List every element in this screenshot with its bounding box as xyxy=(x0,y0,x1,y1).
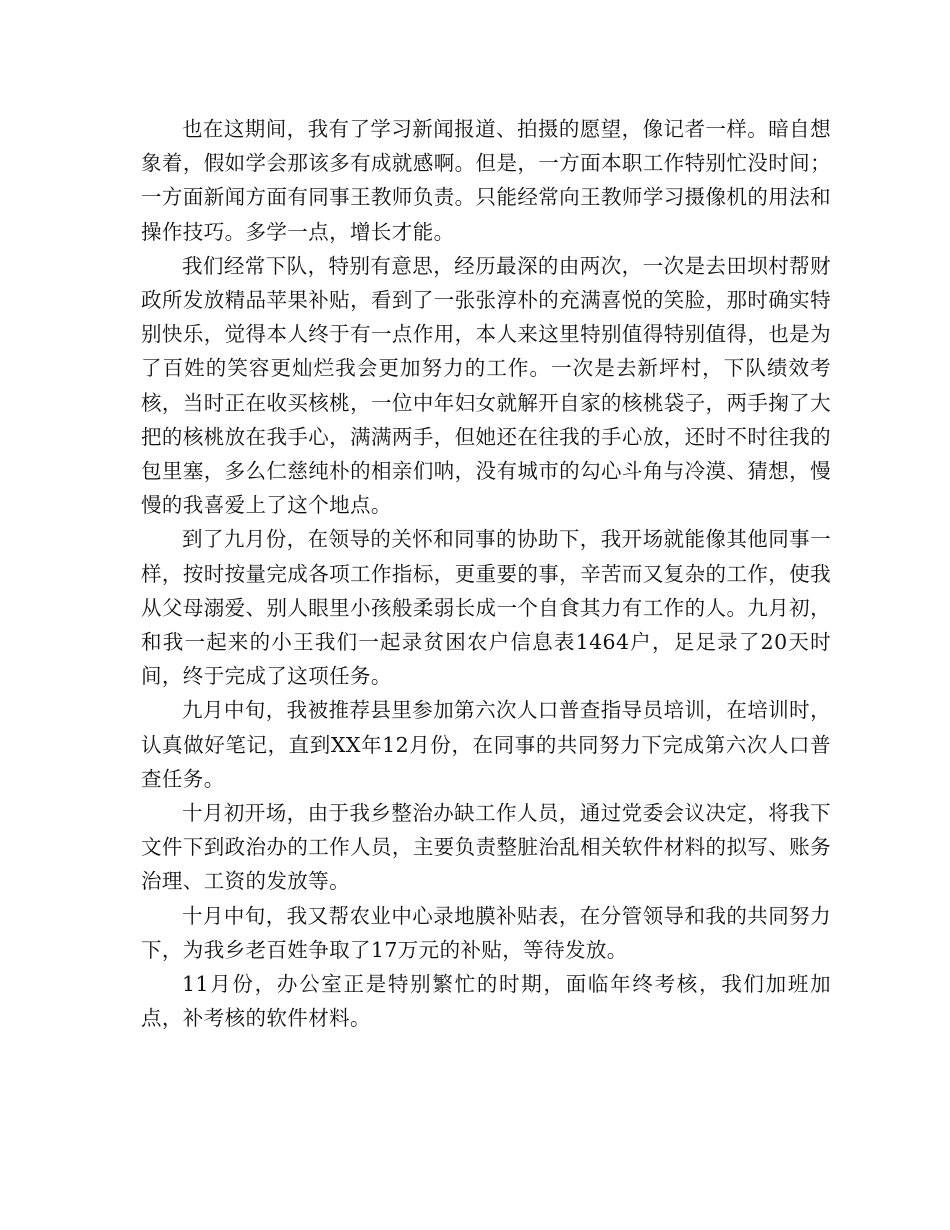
paragraph-4: 九月中旬，我被推荐县里参加第六次人口普查指导员培训，在培训时，认真做好笔记，直到XX年12月份，在同事的共同努力下完成第六次人口普查任务。 xyxy=(141,698,831,791)
paragraph-1: 也在这期间，我有了学习新闻报道、拍摄的愿望，像记者一样。暗自想象着，假如学会那该多有成就感啊。但是，一方面本职工作特别忙没时间；一方面新闻方面有同事王教师负责。只能经常向王教师学习摄像机的用法和操作技巧。多学一点，增长才能。 xyxy=(141,117,831,244)
paragraph-5: 十月初开场，由于我乡整治办缺工作人员，通过党委会议决定，将我下文件下到政治办的工作人员，主要负责整脏治乱相关软件材料的拟写、账务治理、工资的发放等。 xyxy=(141,801,831,894)
document-body xyxy=(141,112,831,1035)
paragraph-7: 11月份，办公室正是特别繁忙的时期，面临年终考核，我们加班加点，补考核的软件材料。 xyxy=(141,972,831,1031)
paragraph-3: 到了九月份，在领导的关怀和同事的协助下，我开场就能像其他同事一样，按时按量完成各项工作指标，更重要的事，辛苦而又复杂的工作，使我从父母溺爱、别人眼里小孩般柔弱长成一个自食其力有工作的人。九月初，和我一起来的小王我们一起录贫困农户信息表1464户，足足录了20天时间，终于完成了这项任务。 xyxy=(141,527,831,689)
paragraph-6: 十月中旬，我又帮农业中心录地膜补贴表，在分管领导和我的共同努力下，为我乡老百姓争取了17万元的补贴，等待发放。 xyxy=(141,903,831,962)
paragraph-2: 我们经常下队，特别有意思，经历最深的由两次，一次是去田坝村帮财政所发放精品苹果补贴，看到了一张张淳朴的充满喜悦的笑脸，那时确实特别快乐，觉得本人终于有一点作用，本人来这里特别值得特别值得，也是为了百姓的笑容更灿烂我会更加努力的工作。一次是去新坪村，下队绩效考核，当时正在收买核桃，一位中年妇女就解开自家的核桃袋子，两手掬了大把的核桃放在我手心，满满两手，但她还在往我的手心放，还时不时往我的包里塞，多么仁慈纯朴的相亲们呐，没有城市的勾心斗角与冷漠、猜想，慢慢的我喜爱上了这个地点。 xyxy=(141,253,831,518)
